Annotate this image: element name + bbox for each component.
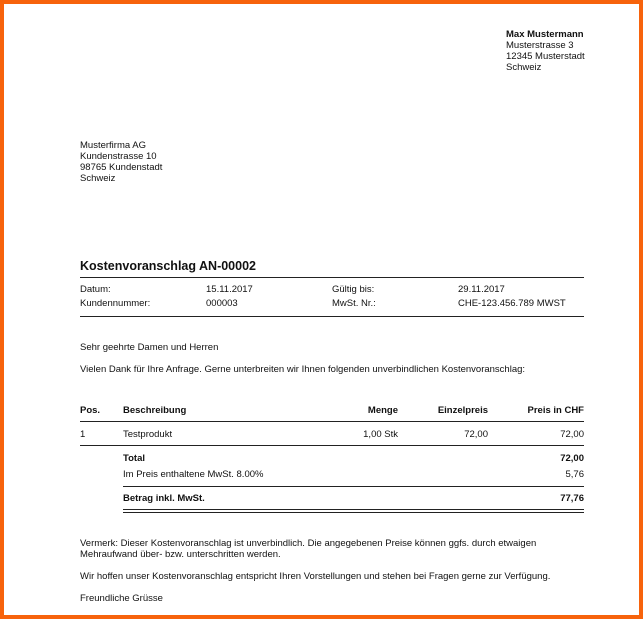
grand-total-underline-2 xyxy=(123,512,584,513)
valid-until-value: 29.11.2017 xyxy=(458,284,505,295)
items-divider xyxy=(80,445,584,446)
sender-address xyxy=(506,29,585,73)
greeting: Sehr geehrte Damen und Herren xyxy=(80,342,219,353)
table-header-divider xyxy=(80,421,584,422)
customer-number-label: Kundennummer: xyxy=(80,298,151,309)
total-value: 72,00 xyxy=(560,453,584,464)
meta-divider xyxy=(80,316,584,317)
grand-total-underline-1 xyxy=(123,509,584,510)
sender-street: Musterstrasse 3 xyxy=(506,40,574,51)
vat-number-value: CHE-123.456.789 MWST xyxy=(458,298,566,309)
date-value: 15.11.2017 xyxy=(206,284,253,295)
recipient-address xyxy=(80,140,162,184)
recipient-city: 98765 Kundenstadt xyxy=(80,162,163,173)
date-label: Datum: xyxy=(80,284,111,295)
vat-included-value: 5,76 xyxy=(565,469,584,480)
total-label: Total xyxy=(123,453,145,464)
col-header-quantity: Menge xyxy=(367,405,398,416)
valid-until-label: Gültig bis: xyxy=(332,284,375,295)
sender-country: Schweiz xyxy=(506,62,542,73)
row-unit-price: 72,00 xyxy=(464,429,488,440)
totals-divider xyxy=(123,486,584,487)
recipient-street: Kundenstrasse 10 xyxy=(80,151,157,162)
note-line-1: Vermerk: Dieser Kostenvoranschlag ist unverbindlich. Die angegebenen Preise können ggfs. durch etwaigen xyxy=(80,538,537,549)
grand-total-value: 77,76 xyxy=(560,493,584,504)
vat-included-label: Im Preis enthaltene MwSt. 8.00% xyxy=(123,469,264,480)
recipient-company: Musterfirma AG xyxy=(80,140,146,151)
col-header-unit-price: Einzelpreis xyxy=(437,405,488,416)
recipient-country: Schweiz xyxy=(80,173,116,184)
customer-number-value: 000003 xyxy=(206,298,238,309)
grand-total-label: Betrag inkl. MwSt. xyxy=(123,493,205,504)
row-pos: 1 xyxy=(80,429,86,440)
closing-text: Wir hoffen unser Kostenvoranschlag entspricht Ihren Vorstellungen und stehen bei Fragen gerne zur Verfügung. xyxy=(80,571,551,582)
row-description: Testprodukt xyxy=(123,429,173,440)
row-quantity: 1,00 Stk xyxy=(363,429,398,440)
col-header-description: Beschreibung xyxy=(123,405,187,416)
salutation: Freundliche Grüsse xyxy=(80,593,163,604)
row-total-price: 72,00 xyxy=(560,429,584,440)
intro-text: Vielen Dank für Ihre Anfrage. Gerne unterbreiten wir Ihnen folgenden unverbindlichen Kostenvoranschlag: xyxy=(80,364,526,375)
col-header-total-price: Preis in CHF xyxy=(527,405,584,416)
sender-city: 12345 Musterstadt xyxy=(506,51,585,62)
title-divider xyxy=(80,277,584,278)
note-line-2: Mehraufwand über- bzw. unterschritten werden. xyxy=(80,549,281,560)
col-header-pos: Pos. xyxy=(80,405,101,416)
sender-name: Max Mustermann xyxy=(506,29,584,40)
vat-number-label: MwSt. Nr.: xyxy=(332,298,376,309)
document-title: Kostenvoranschlag AN-00002 xyxy=(80,259,256,273)
